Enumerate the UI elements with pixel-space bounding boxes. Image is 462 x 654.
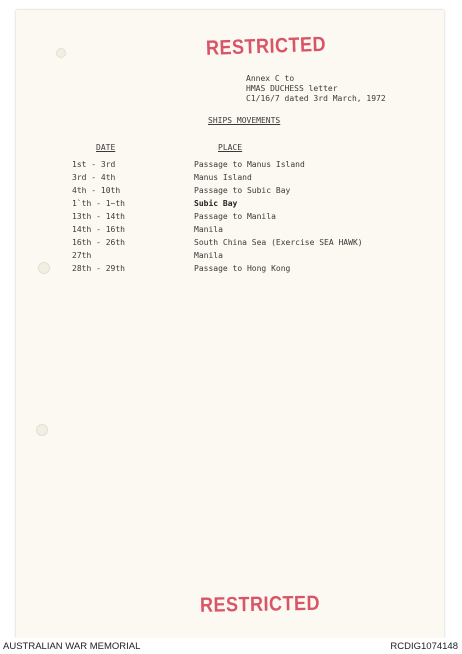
place-cell: Passage to Manus Island [194,160,305,169]
place-cell: Passage to Subic Bay [194,186,291,195]
date-cell: 3rd - 4th [72,173,116,182]
table-row [0,160,462,173]
place-cell: Passage to Manila [194,212,276,221]
date-cell: 16th - 26th [72,238,125,247]
column-header-date: DATE [96,143,116,152]
footer-catalog-id: RCDIG1074148 [390,641,458,652]
document-title: SHIPS MOVEMENTS [208,116,281,125]
punch-hole [36,424,48,436]
date-cell: 14th - 16th [72,225,125,234]
place-cell: Manus Island [194,173,252,182]
table-row [0,251,462,264]
annex-reference [246,74,386,104]
table-row [0,186,462,199]
table-row [0,199,462,212]
date-cell: 1st - 3rd [72,160,116,169]
annex-line-2: HMAS DUCHESS letter [246,84,338,93]
place-cell: Subic Bay [194,199,238,208]
date-cell: 27th [72,251,92,260]
column-header-place: PLACE [218,143,243,152]
restricted-stamp-top: RESTRICTED [205,32,327,60]
table-row [0,225,462,238]
place-cell: Passage to Hong Kong [194,264,291,273]
annex-line-1: Annex C to [246,74,295,83]
footer-source: AUSTRALIAN WAR MEMORIAL [3,641,141,652]
place-cell: Manila [194,225,223,234]
place-cell: South China Sea (Exercise SEA HAWK) [194,238,363,247]
date-cell: 1`th - 1~th [72,199,125,208]
punch-hole [56,48,66,58]
archive-footer [0,638,462,654]
table-row [0,238,462,251]
table-row [0,264,462,277]
movements-table [0,160,462,277]
table-row [0,173,462,186]
annex-line-3: C1/16/7 dated 3rd March, 1972 [246,94,386,103]
table-row [0,212,462,225]
document-page [16,10,444,638]
place-cell: Manila [194,251,223,260]
date-cell: 13th - 14th [72,212,125,221]
date-cell: 28th - 29th [72,264,125,273]
date-cell: 4th - 10th [72,186,121,195]
restricted-stamp-bottom: RESTRICTED [199,591,321,617]
